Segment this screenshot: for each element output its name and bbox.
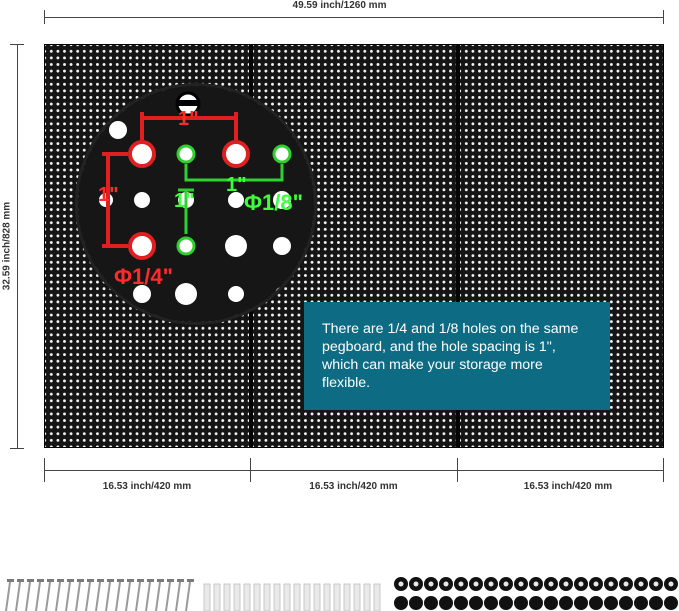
- panel-tick-4: [663, 458, 664, 482]
- total-width-label: 49.59 inch/1260 mm: [292, 0, 387, 11]
- wall-anchors: [204, 584, 380, 611]
- total-height-tick-bottom: [10, 448, 24, 449]
- hardware-accessories: [0, 572, 679, 611]
- small-hole-ring: [178, 146, 194, 162]
- info-callout: [304, 302, 610, 410]
- panel-tick-3: [457, 458, 458, 482]
- large-hole-ring: [130, 142, 154, 166]
- panel-tick-1: [44, 458, 45, 482]
- panel-width-label-2: 16.53 inch/420 mm: [309, 481, 398, 492]
- small-hole-diameter-label: Φ1/8": [244, 190, 304, 215]
- total-width-tick-right: [663, 10, 664, 24]
- panel-width-label-1: 16.53 inch/420 mm: [102, 481, 192, 492]
- vertical-spacing-label: 1": [98, 184, 119, 206]
- large-hole-diameter-label: Φ1/4": [114, 264, 174, 289]
- total-height-label: 32.59 inch/828 mm: [1, 201, 13, 291]
- total-height-line: [17, 44, 18, 448]
- panel-tick-2: [250, 458, 251, 482]
- total-height-tick-top: [10, 44, 24, 45]
- screws: [6, 582, 190, 611]
- panel-width-line: [44, 470, 664, 471]
- small-spacing-label: 1": [226, 174, 247, 196]
- hole-detail-magnifier: [78, 86, 314, 322]
- small-vertical-spacing-label: 1": [174, 190, 195, 212]
- total-width-line: [44, 17, 664, 18]
- info-callout-text: There are 1/4 and 1/8 holes on the same pegboard, and the hole spacing is 1", which can make your storage more flexible.: [322, 321, 579, 391]
- total-width-tick-left: [44, 10, 45, 24]
- panel-width-label-3: 16.53 inch/420 mm: [523, 481, 613, 492]
- large-spacing-label: 1": [178, 108, 199, 130]
